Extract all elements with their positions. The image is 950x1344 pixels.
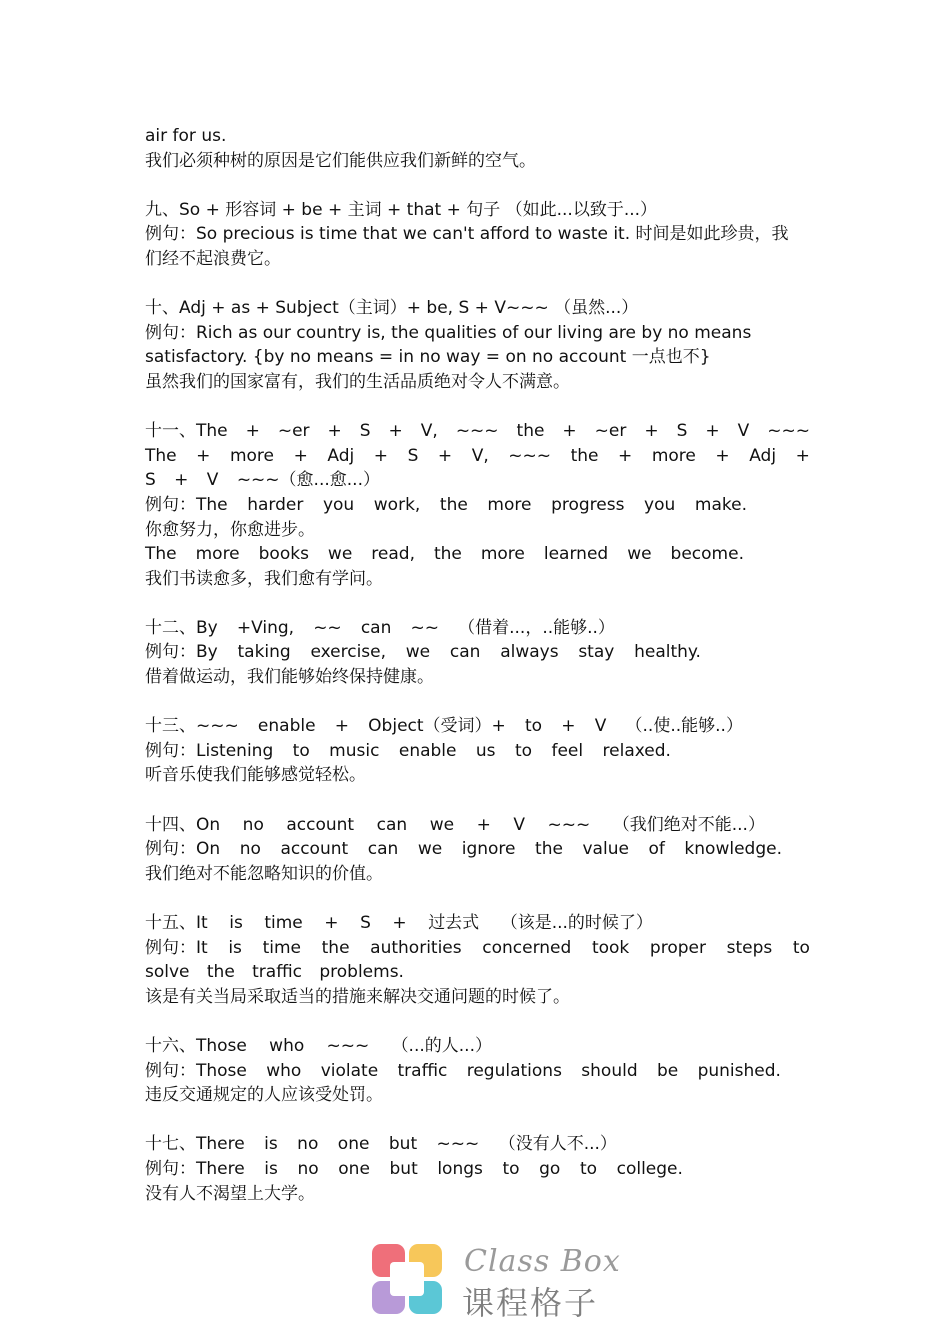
word: + [644, 421, 659, 442]
word: we [429, 814, 455, 835]
word: can [367, 839, 399, 860]
word: ~~~ [767, 421, 810, 442]
text-line: air for us. [145, 126, 227, 146]
word: no [297, 1134, 319, 1155]
word: but [388, 1134, 418, 1155]
word: to [502, 1158, 520, 1179]
word: harder [247, 494, 304, 515]
example-line: 例句：Rich as our country is, the qualities of our living are by no means [145, 322, 752, 343]
word: 十七、There [145, 1134, 245, 1155]
word: music [329, 740, 380, 761]
word: exercise, [310, 642, 387, 663]
word: concerned [482, 937, 572, 958]
word: the [321, 937, 350, 958]
word: 十六、Those [145, 1035, 247, 1056]
example-line [145, 1059, 781, 1084]
word: ~er [594, 421, 627, 442]
section-17 [145, 1132, 810, 1206]
word: learned [543, 544, 609, 565]
word: go [539, 1158, 561, 1179]
word: ~~~ [547, 814, 591, 835]
word: S [407, 445, 419, 466]
section-16 [145, 1034, 810, 1108]
section-title: 九、So + 形容词 + be + 主词 + that + 句子 （如此...以致于...） [145, 199, 658, 220]
word: steps [726, 937, 773, 958]
word: can [449, 642, 481, 663]
section-title [145, 1132, 617, 1157]
word: V [737, 421, 750, 442]
word: ignore [461, 839, 516, 860]
word: V, [420, 421, 438, 442]
word: more [480, 544, 525, 565]
word: account [280, 839, 349, 860]
example-line: 你愈努力，你愈进步。 [145, 519, 315, 540]
word: 例句：On [145, 839, 221, 860]
word: no [297, 1158, 319, 1179]
word: 例句：The [145, 494, 228, 515]
word: + [174, 470, 189, 491]
example-line [145, 960, 404, 985]
word: the [535, 839, 563, 860]
section-11 [145, 419, 810, 591]
word: 十一、The [145, 421, 228, 442]
word: + [437, 445, 453, 466]
example-line: 没有人不渴望上大学。 [145, 1183, 315, 1204]
word: more [195, 544, 240, 565]
example-line [145, 493, 747, 518]
word: 例句：Those [145, 1060, 247, 1081]
word: we [627, 544, 652, 565]
word: who [269, 1035, 305, 1056]
classbox-logo [372, 1244, 622, 1322]
word: ~~~ [508, 445, 552, 466]
word: you [644, 494, 676, 515]
word: （没有人不...） [498, 1134, 617, 1155]
word: V [206, 470, 219, 491]
word: V [513, 814, 525, 835]
word: account [286, 814, 355, 835]
section-12 [145, 616, 810, 690]
word: college. [616, 1158, 683, 1179]
word: can [376, 814, 408, 835]
word: 十二、By [145, 617, 218, 638]
section-13 [145, 714, 810, 788]
word: S [145, 470, 156, 491]
word: +Ving, [236, 617, 295, 638]
word: time [264, 913, 303, 933]
example-line: 虽然我们的国家富有，我们的生活品质绝对令人不满意。 [145, 371, 570, 392]
word: ~~ [410, 617, 439, 638]
word: S [360, 913, 371, 933]
word: taking [237, 642, 291, 663]
word: + [795, 445, 810, 466]
word: punished. [697, 1060, 781, 1081]
word: us [475, 740, 496, 761]
word: took [591, 937, 630, 958]
word: make. [694, 494, 747, 515]
word: be [656, 1060, 679, 1081]
logo-text-cn: 课程格子 [462, 1284, 599, 1322]
section-9 [145, 198, 810, 272]
word: relaxed. [602, 740, 671, 761]
word: work, [373, 494, 421, 515]
example-line [145, 936, 810, 961]
example-line: 该是有关当局采取适当的措施来解决交通问题的时候了。 [145, 986, 570, 1007]
word: violate [320, 1060, 379, 1081]
word: enable [257, 716, 316, 737]
word: you [322, 494, 355, 515]
word: Object（受词）+ [368, 716, 506, 737]
word: value [582, 839, 629, 860]
word: is [229, 913, 243, 933]
section-title: 十、Adj + as + Subject（主词）+ be, S + V~~~ （虽然...） [145, 298, 639, 319]
word: books [258, 544, 309, 565]
word: we [405, 642, 431, 663]
word: we [417, 839, 443, 860]
example-line [145, 837, 782, 862]
word: + [618, 445, 633, 466]
word: The [145, 445, 177, 466]
word: （我们绝对不能...） [612, 814, 765, 835]
word: ~er [277, 421, 310, 442]
word: ~~~ [436, 1134, 480, 1155]
word: to [579, 1158, 598, 1179]
word: more [487, 494, 532, 515]
word: knowledge. [684, 839, 782, 860]
word: to [792, 937, 810, 958]
word: more [229, 445, 275, 466]
word: the [570, 445, 599, 466]
word: + [562, 421, 577, 442]
word: 十四、On [145, 814, 221, 835]
example-line: satisfactory. {by no means = in no way = on no account 一点也不} [145, 347, 711, 368]
section-15 [145, 911, 810, 1009]
logo-text-en: Class Box [464, 1244, 621, 1279]
example-line: 违反交通规定的人应该受处罚。 [145, 1085, 383, 1106]
section-14 [145, 813, 810, 887]
word: + [476, 814, 491, 835]
section-title [145, 616, 615, 641]
example-line [145, 739, 671, 764]
word: 过去式 [428, 913, 480, 933]
word: 十五、It [145, 913, 208, 933]
document-body [145, 124, 810, 1206]
word: stay [578, 642, 615, 663]
word: + [561, 716, 576, 737]
word: ~~~ [326, 1035, 370, 1056]
word: 例句：Listening [145, 740, 274, 761]
word: read, [371, 544, 415, 565]
example-line [145, 542, 744, 567]
word: S [359, 421, 371, 442]
example-line: 听音乐使我们能够感觉轻松。 [145, 765, 366, 786]
word: + [324, 913, 339, 933]
word: + [392, 913, 407, 933]
section-title [145, 1034, 492, 1059]
section-title [145, 911, 653, 936]
word: but [389, 1158, 418, 1179]
word: + [245, 421, 260, 442]
word: should [581, 1060, 638, 1081]
example-line [145, 640, 701, 665]
word: traffic [252, 962, 302, 983]
word: （该是...的时候了） [500, 913, 653, 933]
word: S [676, 421, 688, 442]
section-title [145, 444, 810, 469]
word: （...的人...） [391, 1035, 492, 1056]
word: 例句：By [145, 642, 218, 663]
example-line: 们经不起浪费它。 [145, 248, 281, 269]
word: one [337, 1134, 370, 1155]
section-title [145, 468, 380, 493]
word: no [239, 839, 261, 860]
word: to [514, 740, 533, 761]
logo-tiles-icon [372, 1244, 442, 1314]
word: solve [145, 962, 190, 983]
word: V, [471, 445, 489, 466]
word: more [651, 445, 696, 466]
example-line: 例句：So precious is time that we can't afford to waste it. 时间是如此珍贵，我 [145, 224, 789, 245]
word: V [594, 716, 607, 737]
word: + [293, 445, 308, 466]
word: always [500, 642, 559, 663]
word: traffic [397, 1060, 448, 1081]
word: enable [398, 740, 457, 761]
word: （..使..能够..） [625, 716, 743, 737]
word: The [145, 544, 177, 565]
word: can [360, 617, 392, 638]
word: the [433, 544, 462, 565]
word: + [327, 421, 342, 442]
word: + [715, 445, 730, 466]
word: ~~~（愈...愈...） [236, 470, 380, 491]
word: （借着...，..能够..） [458, 617, 615, 638]
word: ~~~ [455, 421, 499, 442]
example-line [145, 1157, 683, 1182]
word: become. [670, 544, 744, 565]
word: Adj [749, 445, 777, 466]
word: ~~ [313, 617, 342, 638]
text-line: 我们必须种树的原因是它们能供应我们新鲜的空气。 [145, 150, 536, 171]
section-10 [145, 296, 810, 394]
word: 例句：It [145, 937, 208, 958]
word: problems. [319, 962, 404, 983]
word: + [196, 445, 211, 466]
section-title [145, 714, 743, 739]
word: to [292, 740, 310, 761]
word: time [262, 937, 301, 958]
word: no [242, 814, 264, 835]
word: + [388, 421, 403, 442]
word: is [264, 1158, 278, 1179]
word: authorities [370, 937, 462, 958]
word: + [705, 421, 720, 442]
word: we [327, 544, 353, 565]
section-title [145, 813, 765, 838]
word: the [439, 494, 468, 515]
word: is [264, 1134, 278, 1155]
word: + [334, 716, 349, 737]
word: regulations [466, 1060, 562, 1081]
word: longs [437, 1158, 483, 1179]
word: the [516, 421, 545, 442]
word: feel [551, 740, 584, 761]
word: the [206, 962, 235, 983]
word: 十三、~~~ [145, 716, 239, 737]
example-line: 我们书读愈多，我们愈有学问。 [145, 568, 383, 589]
section-title [145, 419, 810, 444]
word: 例句：There [145, 1158, 245, 1179]
word: healthy. [634, 642, 701, 663]
word: is [228, 937, 242, 958]
word: proper [649, 937, 706, 958]
word: Adj [327, 445, 355, 466]
word: progress [551, 494, 625, 515]
example-line: 借着做运动，我们能够始终保持健康。 [145, 667, 434, 688]
word: of [648, 839, 665, 860]
example-line: 我们绝对不能忽略知识的价值。 [145, 863, 383, 884]
word: who [266, 1060, 302, 1081]
word: to [524, 716, 543, 737]
word: + [373, 445, 389, 466]
word: one [338, 1158, 370, 1179]
